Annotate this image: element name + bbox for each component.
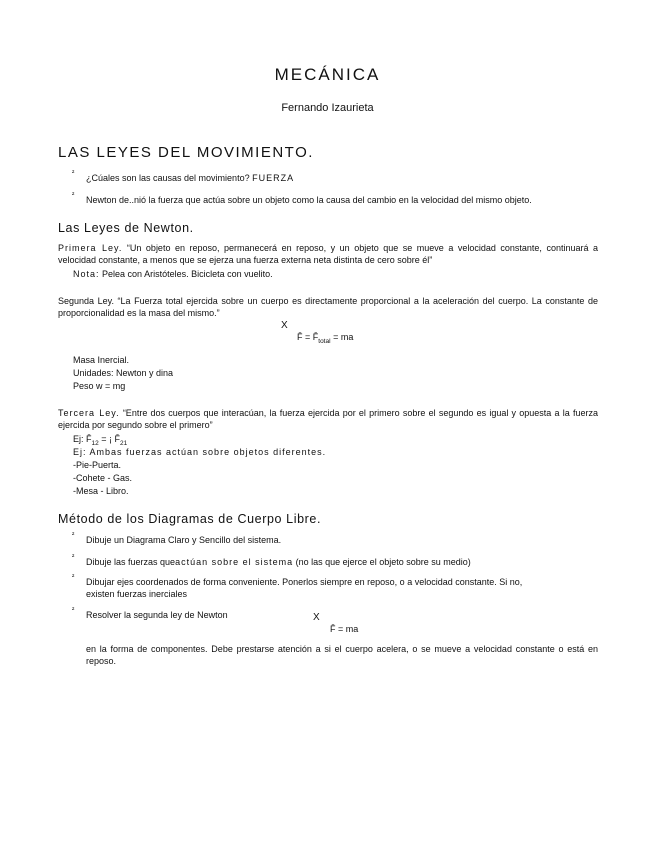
summation-symbol: X bbox=[281, 320, 288, 331]
equation-rhs: = ma bbox=[333, 332, 354, 342]
diagram-step-3-line-1: Dibujar ejes coordenados de forma conveniente. Ponerlos siempre en reposo, o a velocidad constante. Si no, bbox=[86, 577, 523, 587]
third-law-text: “Entre dos cuerpos que interacúan, la fuerza ejercida por el primero sobre el segundo es igual y opuesta a la fuerza ejercida por segundo sobre el primero” bbox=[58, 408, 598, 430]
document-title: MECÁNICA bbox=[274, 65, 381, 84]
second-law-equation bbox=[297, 332, 353, 345]
first-law-note bbox=[73, 268, 273, 280]
step-emphasis: actúan sobre el sistema bbox=[175, 557, 294, 567]
bullet-marker: ² bbox=[72, 532, 75, 539]
third-law-paragraph bbox=[58, 407, 598, 431]
bullet-marker: ² bbox=[72, 554, 75, 561]
diagram-step-4: Resolver la segunda ley de Newton bbox=[86, 610, 228, 620]
note-label: Nota: bbox=[73, 269, 100, 279]
equation-subscript: total bbox=[318, 337, 331, 345]
bullet-marker: ² bbox=[72, 170, 75, 177]
diagram-step-1: Dibuje un Diagrama Claro y Sencillo del sistema. bbox=[86, 535, 282, 545]
bullet-marker: ² bbox=[72, 607, 75, 614]
third-law-example-2: Ej: Ambas fuerzas actúan sobre objetos diferentes. bbox=[73, 447, 327, 457]
step-text: Dibuje las fuerzas que bbox=[86, 557, 176, 567]
diagram-step-2 bbox=[86, 556, 471, 568]
note-text: Pelea con Aristóteles. Bicicleta con vuelito. bbox=[102, 269, 273, 279]
diagram-step-3-line-2: existen fuerzas inerciales bbox=[86, 589, 188, 599]
first-law-label: Primera Ley. bbox=[58, 243, 123, 253]
second-law-label: Segunda Ley. bbox=[58, 296, 114, 306]
third-law-example-5: -Mesa - Libro. bbox=[73, 486, 129, 496]
bullet-marker: ² bbox=[72, 192, 75, 199]
summation-symbol: X bbox=[313, 612, 320, 623]
first-law-paragraph bbox=[58, 242, 598, 266]
third-law-example-4: -Cohete - Gas. bbox=[73, 473, 133, 483]
example-text: = ¡ F̄ bbox=[101, 434, 121, 444]
step-text: (no las que ejerce el objeto sobre su medio) bbox=[295, 557, 471, 567]
section-heading-laws: LAS LEYES DEL MOVIMIENTO. bbox=[58, 144, 314, 161]
weight-line: Peso w = mg bbox=[73, 381, 126, 391]
question-answer: FUERZA bbox=[252, 173, 295, 183]
second-law-text: “La Fuerza total ejercida sobre un cuerpo es directamente proporcional a la aceleración del cuerpo. La constante de proporcionalidad es la masa del mismo.” bbox=[58, 296, 598, 318]
third-law-example-3: -Pie-Puerta. bbox=[73, 460, 122, 470]
newton-definition: Newton de..nió la fuerza que actúa sobre un objeto como la causa del cambio en la velocidad del mismo objeto. bbox=[86, 195, 532, 205]
diagram-step-4-continuation: en la forma de componentes. Debe prestarse atención a si el cuerpo acelera, o se mueve a velocidad constante o está en reposo. bbox=[86, 644, 598, 666]
first-law-text: “Un objeto en reposo, permanecerá en reposo, y un objeto que se mueve a velocidad constante, continuará a velocidad constante, a menos que se ejerza una fuerza externa neta distinta de cero sobre él” bbox=[58, 243, 598, 265]
document-author: Fernando Izaurieta bbox=[281, 102, 374, 114]
section-heading-newton: Las Leyes de Newton. bbox=[58, 221, 194, 235]
mass-label: Masa Inercial. bbox=[73, 355, 130, 365]
example-subscript: 12 bbox=[91, 439, 99, 447]
question-causes bbox=[86, 172, 294, 184]
bullet-marker: ² bbox=[72, 574, 75, 581]
equation-lhs: F̄ = F̄ bbox=[297, 332, 319, 342]
second-law-paragraph bbox=[58, 295, 598, 319]
example-text: Ej: F̄ bbox=[73, 434, 92, 444]
third-law-label: Tercera Ley. bbox=[58, 408, 120, 418]
section-heading-diagrams: Método de los Diagramas de Cuerpo Libre. bbox=[58, 512, 322, 526]
question-text: ¿Cúales son las causas del movimiento? bbox=[86, 173, 250, 183]
units-line: Unidades: Newton y dina bbox=[73, 368, 174, 378]
example-subscript: 21 bbox=[120, 439, 128, 447]
newton-equation: F̄ = ma bbox=[330, 624, 359, 634]
